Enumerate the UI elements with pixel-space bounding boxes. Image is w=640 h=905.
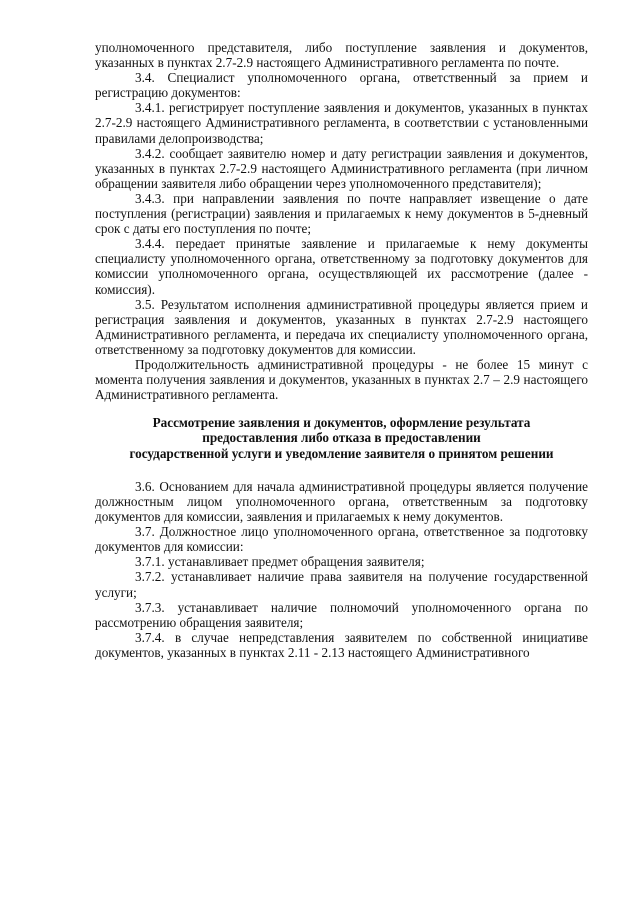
document-body bbox=[95, 40, 588, 660]
paragraph-3-4-4: 3.4.4. передает принятые заявление и прилагаемые к нему документы специалисту уполномоченного органа, ответственному за подготовку документов для комиссии уполномоченного органа, осуществляющей их рассмотрение (далее - комиссия). bbox=[95, 236, 588, 297]
paragraph-3-4: 3.4. Специалист уполномоченного органа, ответственный за прием и регистрацию документов: bbox=[95, 70, 588, 101]
paragraph-3-7-3: 3.7.3. устанавливает наличие полномочий уполномоченного органа по рассмотрению обращения заявителя; bbox=[95, 599, 588, 630]
paragraph-3-4-2: 3.4.2. сообщает заявителю номер и дату регистрации заявления и документов, указанных в пунктах 2.7-2.9 настоящего Административного регламента (при личном обращении заявителя либо обращении через уполномоченного представителя); bbox=[95, 145, 588, 191]
section-heading-line-1: Рассмотрение заявления и документов, оформление результата bbox=[152, 415, 531, 431]
paragraph-3-5: 3.5. Результатом исполнения административной процедуры является прием и регистрация заявления и документов, указанных в пунктах 2.7-2.9 настоящего Административного регламента, и передача их специалисту уполномоченного органа, ответственному за подготовку документов для комиссии. bbox=[95, 296, 588, 357]
paragraph-continuation: уполномоченного представителя, либо поступление заявления и документов, указанных в пунктах 2.7-2.9 настоящего Административного регламента по почте. bbox=[95, 40, 588, 71]
paragraph-3-7: 3.7. Должностное лицо уполномоченного органа, ответственное за подготовку документов для комиссии: bbox=[95, 524, 588, 555]
section-heading bbox=[95, 415, 588, 461]
paragraph-3-4-3: 3.4.3. при направлении заявления по почте направляет извещение о дате поступления (регистрации) заявления и прилагаемых к нему документов в 5-дневный срок с даты его поступления по почте; bbox=[95, 190, 588, 237]
paragraph-3-6: 3.6. Основанием для начала административной процедуры является получение должностным лицом уполномоченного органа, ответственным за подготовку документов для комиссии, заявления и прилагаемых к нему документов. bbox=[95, 478, 588, 525]
paragraph-duration: Продолжительность административной процедуры - не более 15 минут с момента получения заявления и документов, указанных в пунктах 2.7 – 2.9 настоящего Административного регламента. bbox=[95, 356, 588, 403]
paragraph-3-7-2: 3.7.2. устанавливает наличие права заявителя на получение государственной услуги; bbox=[95, 569, 588, 600]
paragraph-3-7-4: 3.7.4. в случае непредставления заявителем по собственной инициативе документов, указанных в пунктах 2.11 - 2.13 настоящего Административного bbox=[95, 629, 588, 660]
paragraph-3-7-1: 3.7.1. устанавливает предмет обращения заявителя; bbox=[135, 554, 425, 570]
section-heading-line-3: государственной услуги и уведомление заявителя о принятом решении bbox=[129, 445, 554, 461]
paragraph-3-4-1: 3.4.1. регистрирует поступление заявления и документов, указанных в пунктах 2.7-2.9 настоящего Административного регламента, в соответствии с установленными правилами делопроизводства; bbox=[95, 100, 588, 146]
section-heading-line-2: предоставления либо отказа в предоставлении bbox=[202, 430, 481, 446]
